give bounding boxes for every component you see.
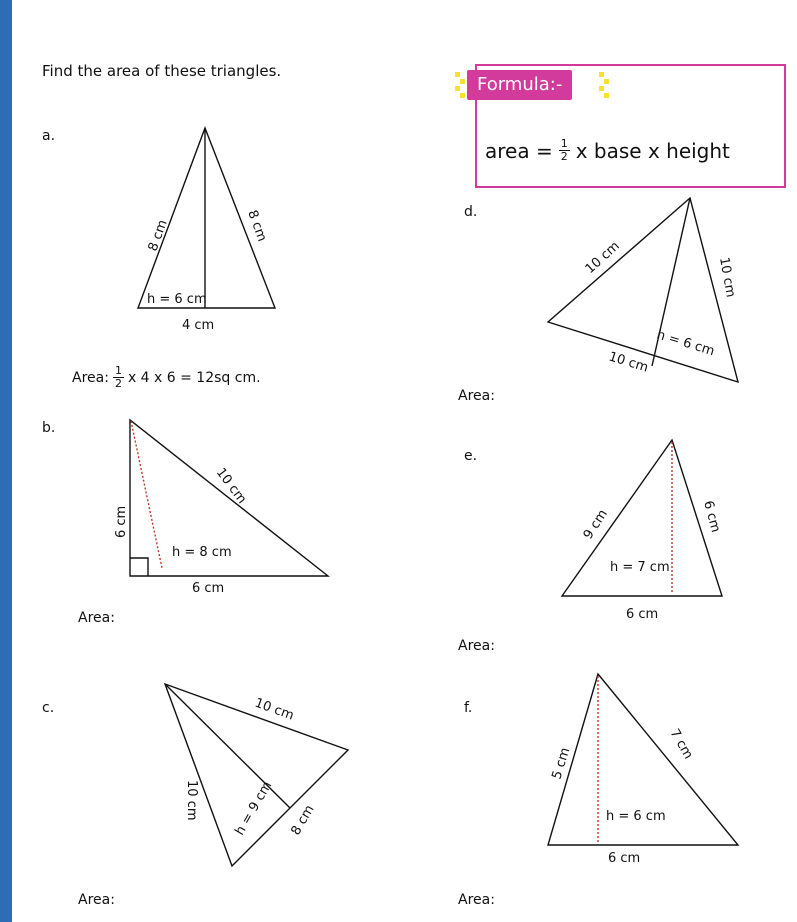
a-height: h = 6 cm <box>147 292 207 307</box>
formula-suffix: x base x height <box>575 138 730 163</box>
b-height: h = 8 cm <box>172 545 232 560</box>
problem-b-letter: b. <box>42 420 56 436</box>
a-base: 4 cm <box>182 318 215 333</box>
c-height: h = 9 cm <box>232 778 276 838</box>
a-side-left: 8 cm <box>145 217 171 254</box>
e-side-right: 6 cm <box>700 499 723 535</box>
instruction-text: Find the area of these triangles. <box>42 62 282 80</box>
triangle-b-height <box>131 421 162 568</box>
f-base: 6 cm <box>608 851 641 866</box>
triangle-b-right-angle <box>130 558 148 576</box>
e-base: 6 cm <box>626 607 659 622</box>
problem-a-answer: Area: $\frac{1}{2}$ x 4 x 6 = 12sq cm. <box>72 364 261 390</box>
f-side-right: 7 cm <box>666 726 696 762</box>
problem-d-letter: d. <box>464 204 478 220</box>
e-height: h = 7 cm <box>610 560 670 575</box>
formula-title: Formula:- <box>467 70 572 100</box>
problem-e-area-label: Area: <box>458 638 495 654</box>
formula-fraction: $\frac{1}{2}$ <box>560 137 568 163</box>
b-side-left: 6 cm <box>114 505 129 538</box>
d-height: h = 6 cm <box>654 327 717 360</box>
d-side-left: 10 cm <box>582 238 623 277</box>
problem-f-area-label: Area: <box>458 892 495 908</box>
problem-c-area-label: Area: <box>78 892 115 908</box>
f-height: h = 6 cm <box>606 809 666 824</box>
problem-d-area-label: Area: <box>458 388 495 404</box>
d-side-right: 10 cm <box>716 256 738 299</box>
c-base: 8 cm <box>288 802 318 838</box>
c-side-top: 10 cm <box>252 695 296 724</box>
e-side-left: 9 cm <box>580 506 611 543</box>
formula-prefix: area = <box>485 138 553 163</box>
b-base: 6 cm <box>192 581 225 596</box>
problem-a-letter: a. <box>42 128 56 144</box>
problem-f-letter: f. <box>464 700 473 716</box>
c-side-left: 10 cm <box>184 780 199 821</box>
problem-e-letter: e. <box>464 448 478 464</box>
a-side-right: 8 cm <box>244 208 270 244</box>
problem-b-area-label: Area: <box>78 610 115 626</box>
problem-c-letter: c. <box>42 700 55 716</box>
b-side-hyp: 10 cm <box>212 465 250 507</box>
d-base: 10 cm <box>606 349 650 376</box>
f-side-left: 5 cm <box>549 745 574 782</box>
